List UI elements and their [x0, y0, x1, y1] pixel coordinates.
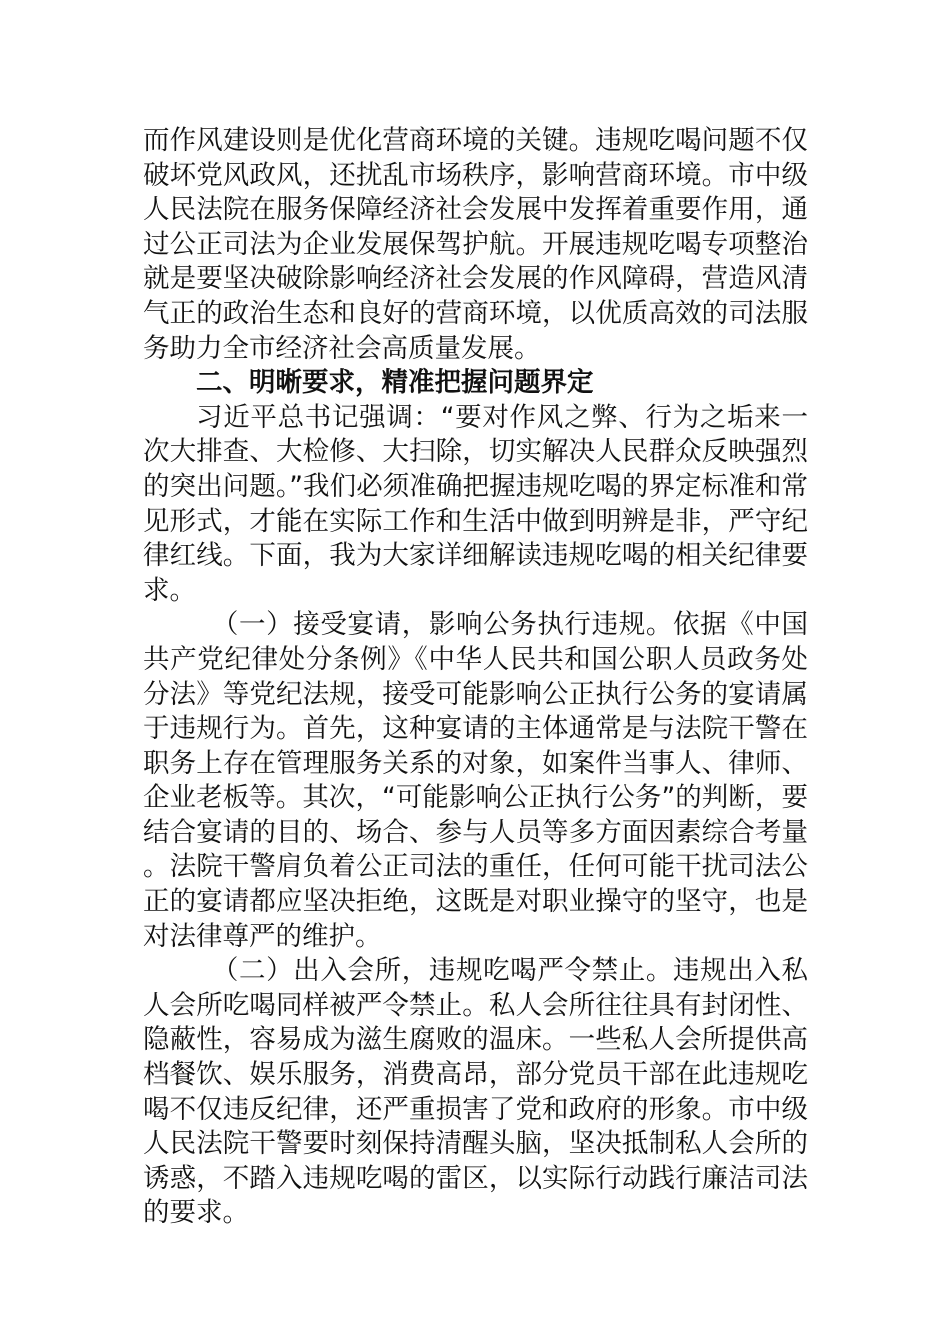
body-paragraph-continuation: 而作风建设则是优化营商环境的关键。违规吃喝问题不仅破坏党风政风，还扰乱市场秩序，影响营商环境。市中级人民法院在服务保障经济社会发展中发挥着重要作用，通过公正司法为企业发展保驾护航。开展违规吃喝专项整治就是要坚决破除影响经济社会发展的作风障碍，营造风清气正的政治生态和良好的营商环境，以优质高效的司法服务助力全市经济社会高质量发展。	[143, 125, 808, 364]
document-page	[143, 124, 808, 1231]
subsection-paragraph-club: （二）出入会所，违规吃喝严令禁止。违规出入私人会所吃喝同样被严令禁止。私人会所往往具有封闭性、隐蔽性，容易成为滋生腐败的温床。一些私人会所提供高档餐饮、娱乐服务，消费高昂，部分党员干部在此违规吃喝不仅违反纪律，还严重损害了党和政府的形象。市中级人民法院干警要时刻保持清醒头脑，坚决抵制私人会所的诱惑，不踏入违规吃喝的雷区，以实际行动践行廉洁司法的要求。	[143, 955, 808, 1229]
subsection-paragraph-banquet: （一）接受宴请，影响公务执行违规。依据《中国共产党纪律处分条例》《中华人民共和国公职人员政务处分法》等党纪法规，接受可能影响公正执行公务的宴请属于违规行为。首先，这种宴请的主体通常是与法院干警在职务上存在管理服务关系的对象，如案件当事人、律师、企业老板等。其次，“可能影响公正执行公务”的判断，要结合宴请的目的、场合、参与人员等多方面因素综合考量。法院干警肩负着公正司法的重任，任何可能干扰司法公正的宴请都应坚决拒绝，这既是对职业操守的坚守，也是对法律尊严的维护。	[143, 609, 808, 952]
body-paragraph-quote: 习近平总书记强调：“要对作风之弊、行为之垢来一次大排查、大检修、大扫除，切实解决人民群众反映强烈的突出问题。”我们必须准确把握违规吃喝的界定标准和常见形式，才能在实际工作和生活中做到明辨是非，严守纪律红线。下面，我为大家详细解读违规吃喝的相关纪律要求。	[143, 401, 808, 606]
section-heading: 二、明晰要求，精准把握问题界定	[196, 367, 594, 399]
